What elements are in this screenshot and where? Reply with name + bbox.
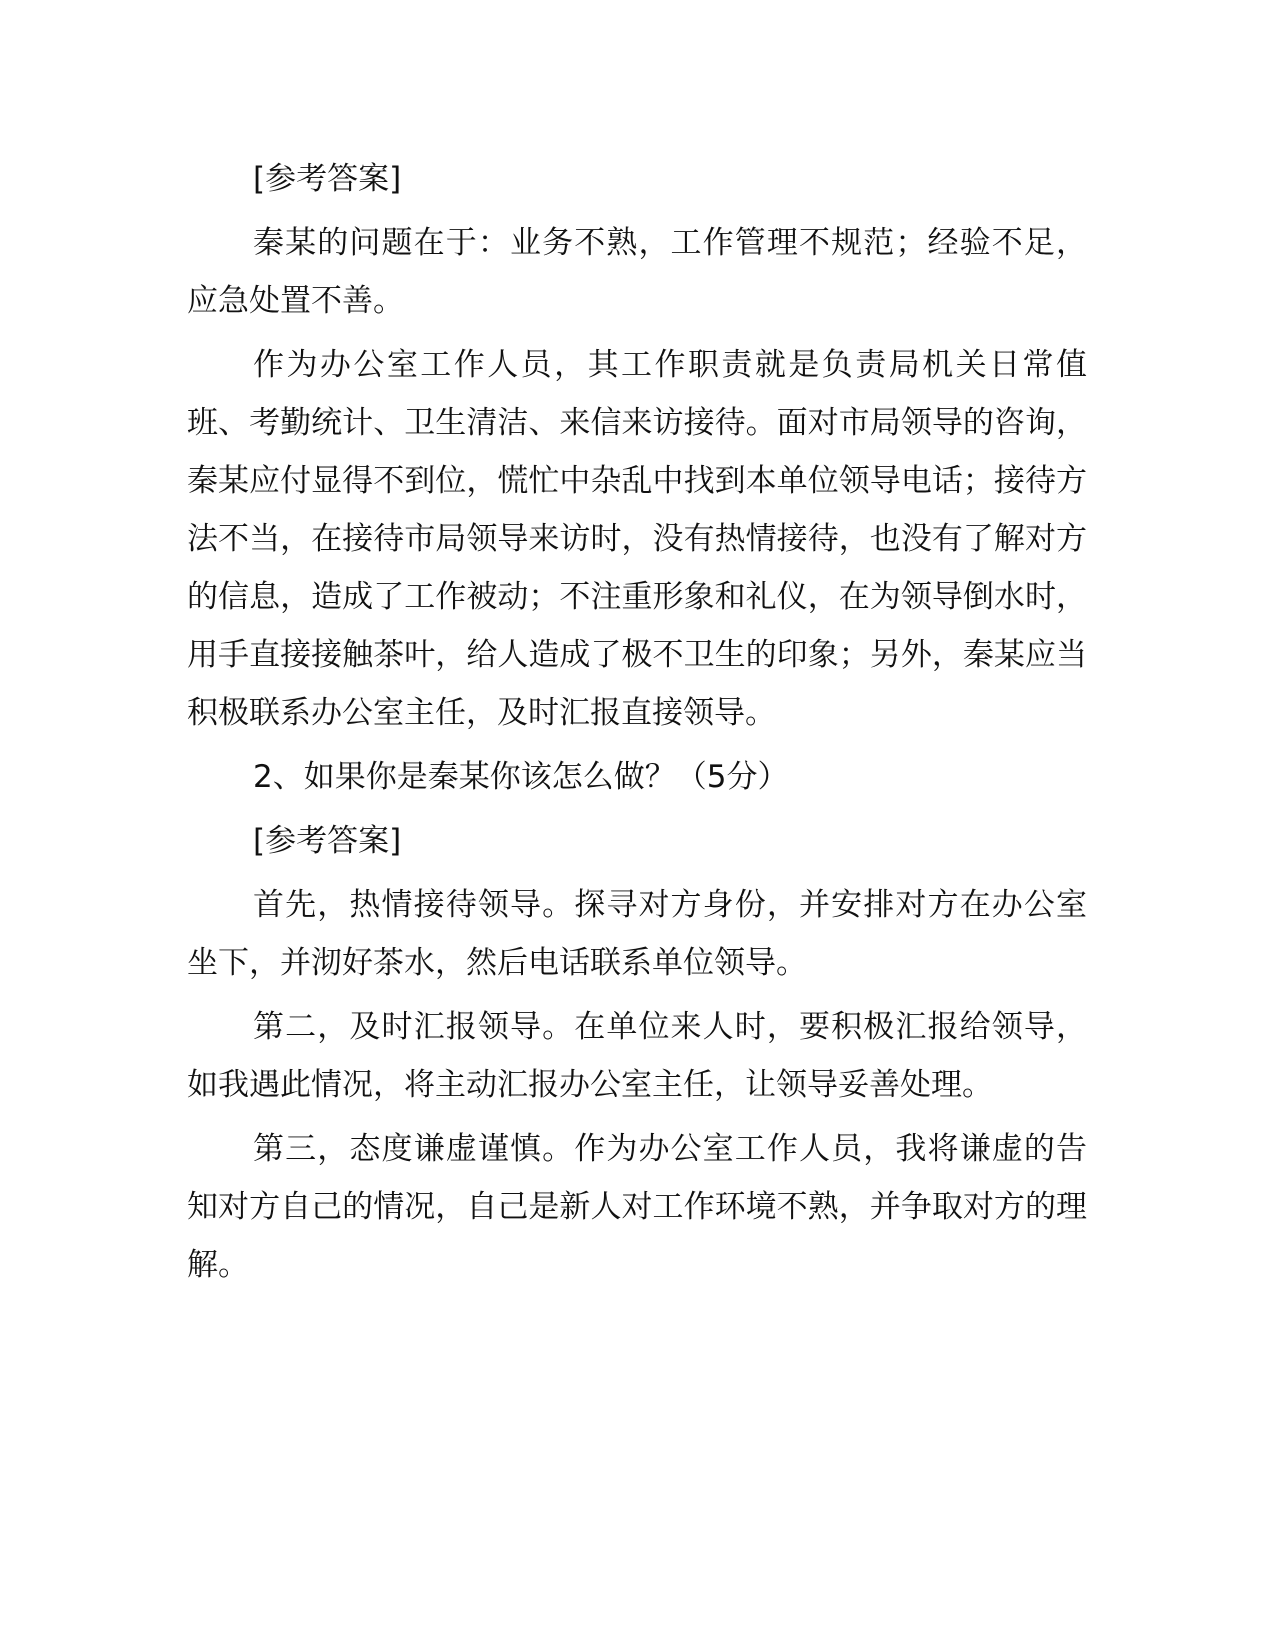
document-body [187, 150, 1087, 1300]
problem-summary-paragraph: 秦某的问题在于：业务不熟，工作管理不规范；经验不足，应急处置不善。 [187, 225, 1087, 319]
answer-point-first: 首先，热情接待领导。探寻对方身份，并安排对方在办公室坐下，并沏好茶水，然后电话联系单位领导。 [187, 887, 1087, 981]
answer-point-second: 第二，及时汇报领导。在单位来人时，要积极汇报给领导，如我遇此情况，将主动汇报办公室主任，让领导妥善处理。 [187, 1009, 1087, 1103]
problem-analysis-paragraph: 作为办公室工作人员，其工作职责就是负责局机关日常值班、考勤统计、卫生清洁、来信来访接待。面对市局领导的咨询，秦某应付显得不到位，慌忙中杂乱中找到本单位领导电话；接待方法不当，在接待市局领导来访时，没有热情接待，也没有了解对方的信息，造成了工作被动；不注重形象和礼仪，在为领导倒水时，用手直接接触茶叶，给人造成了极不卫生的印象；另外，秦某应当积极联系办公室主任，及时汇报直接领导。 [187, 347, 1087, 731]
answer-heading-2: [参考答案] [253, 823, 402, 859]
question-2: 2、如果你是秦某你该怎么做？（5分） [253, 759, 789, 795]
answer-point-third: 第三，态度谦虚谨慎。作为办公室工作人员，我将谦虚的告知对方自己的情况，自己是新人对工作环境不熟，并争取对方的理解。 [187, 1131, 1087, 1283]
answer-heading-1: [参考答案] [253, 161, 402, 197]
